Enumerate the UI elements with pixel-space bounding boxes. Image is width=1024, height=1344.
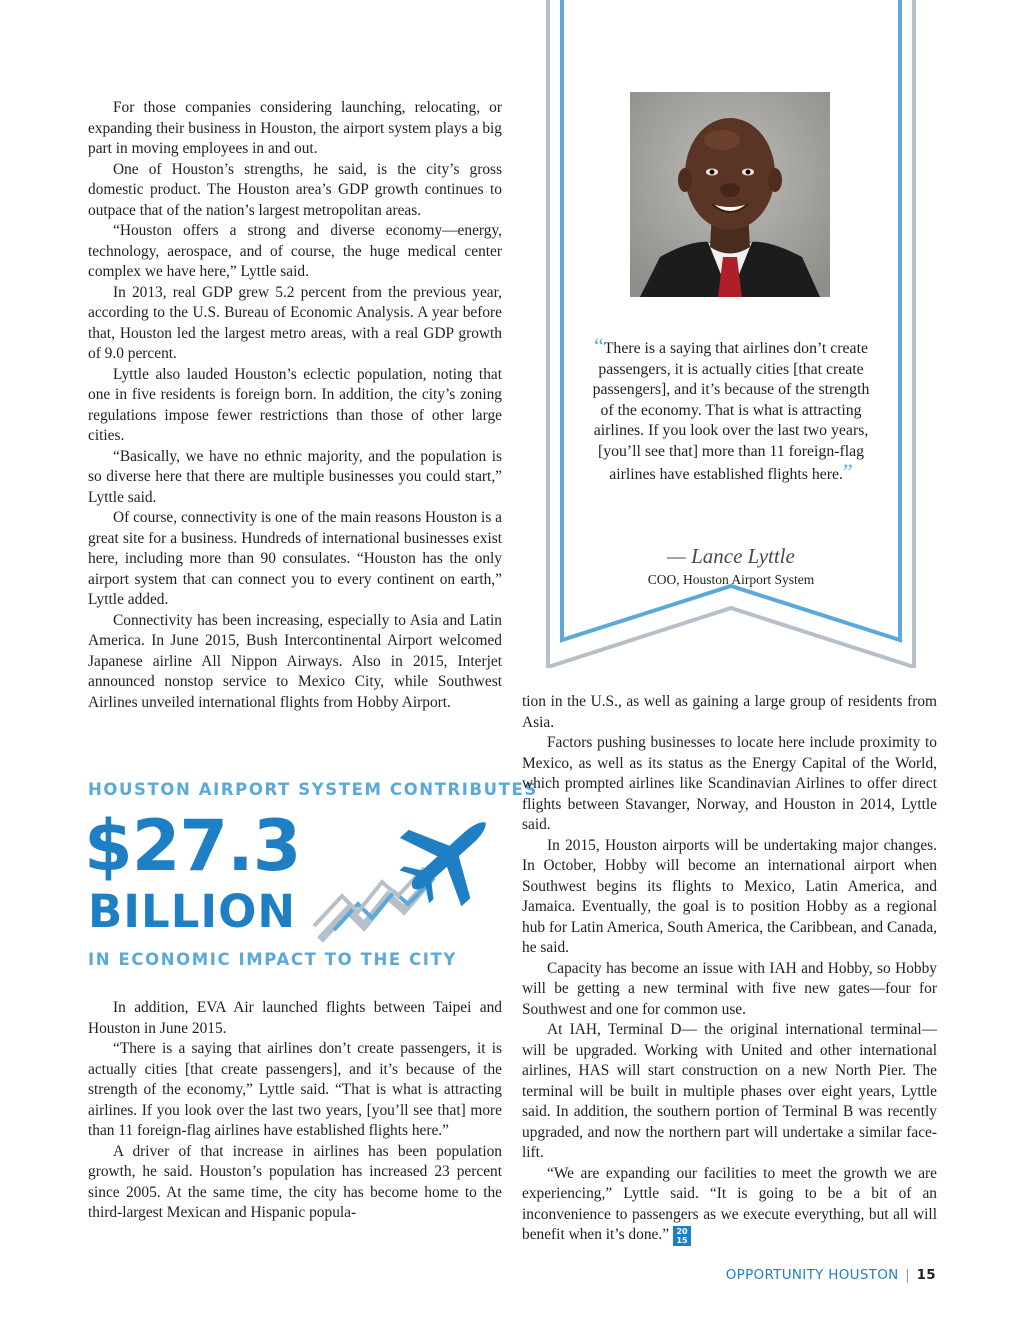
pullquote-text bbox=[586, 333, 876, 486]
close-quote-mark: ” bbox=[843, 459, 853, 484]
infographic-unit: BILLION bbox=[88, 885, 297, 938]
paragraph: “Basically, we have no ethnic majority, and the population is so diverse here that there are multiple businesses you could start,” Lyttle said. bbox=[88, 447, 502, 506]
end-mark-bottom: 15 bbox=[676, 1236, 688, 1245]
end-mark-icon bbox=[673, 1226, 691, 1246]
infographic-amount: $27.3 bbox=[84, 805, 301, 887]
article-right bbox=[522, 692, 937, 1246]
paragraph: For those companies considering launching, relocating, or expanding their business in Houston, the airport system plays a big part in moving employees in and out. bbox=[88, 99, 502, 157]
footer-label: OPPORTUNITY HOUSTON bbox=[725, 1267, 899, 1283]
page-footer bbox=[726, 1267, 936, 1283]
paragraph: One of Houston’s strengths, he said, is the city’s gross domestic product. The Houston area’s GDP growth continues to outpace that of the nation’s largest metropolitan areas. bbox=[88, 160, 502, 219]
paragraph: Lyttle also lauded Houston’s eclectic population, noting that one in five residents is foreign born. In addition, the city’s zoning regulations impose fewer restrictions than those of other large cities. bbox=[88, 365, 502, 444]
paragraph: “There is a saying that airlines don’t create passengers, it is actually cities [that create passengers], and it’s because of the strength of the economy,” Lyttle said. “That is what is attracting airlines. If you look over the last two years, [you’ll see that] more than 11 foreign-flag airlines have established flights here.” bbox=[88, 1040, 502, 1139]
infographic-heading-bottom: IN ECONOMIC IMPACT TO THE CITY bbox=[88, 950, 457, 969]
paragraph: Capacity has become an issue with IAH and Hobby, so Hobby will be getting a new terminal with five new gates—four for Southwest and one for common use. bbox=[522, 959, 937, 1018]
portrait-photo bbox=[630, 92, 830, 297]
paragraph: Connectivity has been increasing, especially to Asia and Latin America. In June 2015, Bush Intercontinental Airport welcomed Japanese airline All Nippon Airways. Also in 2015, Interjet announced nonstop service to Mexico City, while Southwest Airlines unveiled international flights from Hobby Airport. bbox=[88, 611, 502, 711]
pullquote-author: — Lance Lyttle bbox=[667, 544, 795, 568]
pullquote-body: There is a saying that airlines don’t create passengers, it is actually cities [that create passengers], and it’s because of the strength of the economy. That is what is attracting airlines. If you look over the last two years, [you’ll see that] more than 11 foreign-flag airlines have established flights here. bbox=[592, 340, 870, 483]
article-left-top bbox=[88, 98, 502, 713]
end-mark-top: 20 bbox=[676, 1227, 688, 1236]
pullquote-role: COO, Houston Airport System bbox=[647, 572, 815, 587]
paragraph: “Houston offers a strong and diverse economy—energy, technology, aerospace, and of course, the huge medical center complex we have here,” Lyttle said. bbox=[88, 222, 502, 280]
paragraph: At IAH, Terminal D— the original international terminal—will be upgraded. Working with United and other international airlines, HAS will start construction on a new North Pier. The terminal will be built in multiple phases over eight years, Lyttle said. In addition, the southern portion of Terminal B was recently upgraded, and now the northern part will undertake a similar face-lift. bbox=[522, 1021, 937, 1161]
paragraph-final bbox=[522, 1164, 937, 1247]
open-quote-mark: “ bbox=[594, 333, 604, 358]
article-left-bottom bbox=[88, 998, 502, 1224]
paragraph-continuation: tion in the U.S., as well as gaining a large group of residents from Asia. bbox=[522, 693, 937, 731]
airplane-icon bbox=[312, 818, 502, 943]
paragraph: A driver of that increase in airlines has been population growth, he said. Houston’s population has increased 23 percent since 2005. At the same time, the city has become home to the third-largest Mexican and Hispanic popula- bbox=[88, 1142, 502, 1221]
economic-impact-infographic bbox=[84, 778, 538, 978]
paragraph: In 2015, Houston airports will be undertaking major changes. In October, Hobby will become an international airport when Southwest begins its flights to Mexico, Latin America, and Jamaica. Eventually, the goal is to position Hobby as a regional hub for Latin America, South America, the Caribbean, and Canada, he said. bbox=[522, 836, 937, 956]
final-paragraph-text: “We are expanding our facilities to meet the growth we are experiencing,” Lyttle said. “It is going to be a bit of an inconvenience to passengers as we execute everything, but all will benefit when it’s done.” bbox=[522, 1164, 937, 1243]
paragraph: Factors pushing businesses to locate here include proximity to Mexico, as well as its status as the Energy Capital of the World, which prompted airlines like Scandinavian Airlines to offer direct flights between Stavanger, Norway, and Houston in 2014, Lyttle said. bbox=[522, 734, 937, 833]
page-number: 15 bbox=[916, 1267, 936, 1283]
infographic-heading-top: HOUSTON AIRPORT SYSTEM CONTRIBUTES bbox=[88, 780, 538, 799]
paragraph: In 2013, real GDP grew 5.2 percent from the previous year, according to the U.S. Bureau of Economic Analysis. A year before that, Houston led the largest metro areas, with a real GDP growth of 9.0 percent. bbox=[88, 283, 502, 362]
footer-separator: | bbox=[905, 1267, 911, 1283]
paragraph: Of course, connectivity is one of the main reasons Houston is a great site for a business. Hundreds of international businesses exist here, including more than 90 consulates. “Houston has the only airport system that can connect you to every continent on earth,” Lyttle added. bbox=[88, 509, 502, 608]
paragraph: In addition, EVA Air launched flights between Taipei and Houston in June 2015. bbox=[88, 999, 502, 1037]
